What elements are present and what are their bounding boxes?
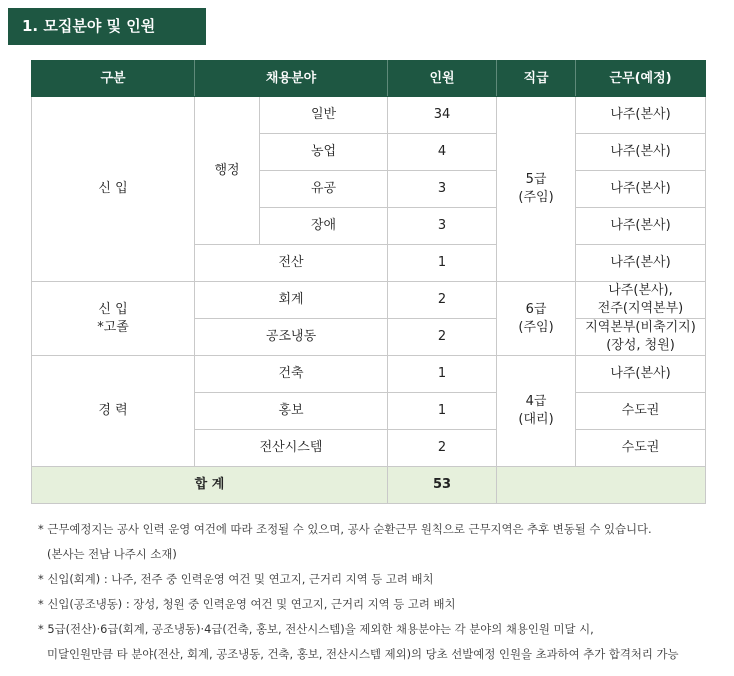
field-cell: 장애 bbox=[260, 208, 388, 245]
location-cell: 나주(본사) bbox=[576, 356, 706, 393]
header-category: 구분 bbox=[32, 61, 195, 97]
count-cell: 2 bbox=[388, 319, 497, 356]
location-cell bbox=[576, 319, 706, 356]
header-location: 근무(예정) bbox=[576, 61, 706, 97]
note-line: * 신입(회계) : 나주, 전주 중 인력운영 여건 및 연고지, 근거리 지역 등 고려 배치 bbox=[38, 572, 434, 586]
location-cell bbox=[576, 282, 706, 319]
field-cell: 홍보 bbox=[195, 393, 388, 430]
field-cell: 건축 bbox=[195, 356, 388, 393]
field-cell: 일반 bbox=[260, 97, 388, 134]
note-line: 미달인원만큼 타 분야(전산, 회계, 공조냉동, 건축, 홍보, 전산시스템 제외)의 당초 선발예정 인원을 초과하여 추가 합격처리 가능 bbox=[47, 647, 679, 661]
field-cell: 공조냉동 bbox=[195, 319, 388, 356]
location-cell: 나주(본사) bbox=[576, 171, 706, 208]
group-sub-label: *고졸 bbox=[97, 319, 129, 335]
location-cell: 수도권 bbox=[576, 393, 706, 430]
total-empty bbox=[497, 467, 706, 504]
count-cell: 1 bbox=[388, 393, 497, 430]
location-cell: 나주(본사) bbox=[576, 134, 706, 171]
count-cell: 1 bbox=[388, 245, 497, 282]
field-cell: 유공 bbox=[260, 171, 388, 208]
grade-label: 4급 bbox=[525, 394, 547, 409]
field-cell: 회계 bbox=[195, 282, 388, 319]
recruitment-table bbox=[31, 60, 706, 504]
section-title: 1. 모집분야 및 인원 bbox=[8, 8, 206, 45]
group-exp-cell: 경 력 bbox=[32, 356, 195, 467]
field-cell: 전산 bbox=[195, 245, 388, 282]
location-line: 지역본부(비축기지) bbox=[585, 320, 696, 335]
count-cell: 1 bbox=[388, 356, 497, 393]
notes bbox=[38, 517, 718, 667]
location-cell: 나주(본사) bbox=[576, 208, 706, 245]
count-cell: 2 bbox=[388, 282, 497, 319]
location-line: 전주(지역본부) bbox=[597, 301, 684, 316]
grade-cell bbox=[497, 282, 576, 356]
group-new-cell: 신 입 bbox=[32, 97, 195, 282]
table-row bbox=[32, 97, 706, 134]
total-row bbox=[32, 467, 706, 504]
count-cell: 3 bbox=[388, 171, 497, 208]
grade-cell bbox=[497, 97, 576, 282]
location-line: 나주(본사), bbox=[608, 283, 673, 298]
field-cell: 전산시스템 bbox=[195, 430, 388, 467]
location-line: (장성, 청원) bbox=[606, 338, 675, 353]
location-cell: 나주(본사) bbox=[576, 245, 706, 282]
grade-title: (대리) bbox=[518, 412, 554, 427]
total-label: 합 계 bbox=[32, 467, 388, 504]
grade-title: (주임) bbox=[518, 319, 554, 335]
field-cell: 농업 bbox=[260, 134, 388, 171]
table-header-row bbox=[32, 61, 706, 97]
count-cell: 34 bbox=[388, 97, 497, 134]
grade-cell bbox=[497, 356, 576, 467]
note-line: * 5급(전산)·6급(회계, 공조냉동)·4급(건축, 홍보, 전산시스템)을 제외한 채용분야는 각 분야의 채용인원 미달 시, bbox=[38, 622, 594, 636]
group-label: 신 입 bbox=[98, 301, 128, 317]
note-line: (본사는 전남 나주시 소재) bbox=[47, 547, 177, 561]
location-cell: 수도권 bbox=[576, 430, 706, 467]
count-cell: 2 bbox=[388, 430, 497, 467]
header-grade: 직급 bbox=[497, 61, 576, 97]
total-count: 53 bbox=[388, 467, 497, 504]
note-line: * 근무예정지는 공사 인력 운영 여건에 따라 조정될 수 있으며, 공사 순환근무 원칙으로 근무지역은 추후 변동될 수 있습니다. bbox=[38, 522, 652, 536]
count-cell: 4 bbox=[388, 134, 497, 171]
count-cell: 3 bbox=[388, 208, 497, 245]
grade-label: 6급 bbox=[525, 301, 547, 317]
header-field: 채용분야 bbox=[195, 61, 388, 97]
note-line: * 신입(공조냉동) : 장성, 청원 중 인력운영 여건 및 연고지, 근거리 지역 등 고려 배치 bbox=[38, 597, 456, 611]
table-row bbox=[32, 282, 706, 319]
grade-title: (주임) bbox=[518, 190, 554, 205]
group-hs-cell bbox=[32, 282, 195, 356]
location-cell: 나주(본사) bbox=[576, 97, 706, 134]
table-row bbox=[32, 356, 706, 393]
group-admin-cell: 행정 bbox=[195, 97, 260, 245]
header-count: 인원 bbox=[388, 61, 497, 97]
grade-label: 5급 bbox=[525, 172, 547, 187]
